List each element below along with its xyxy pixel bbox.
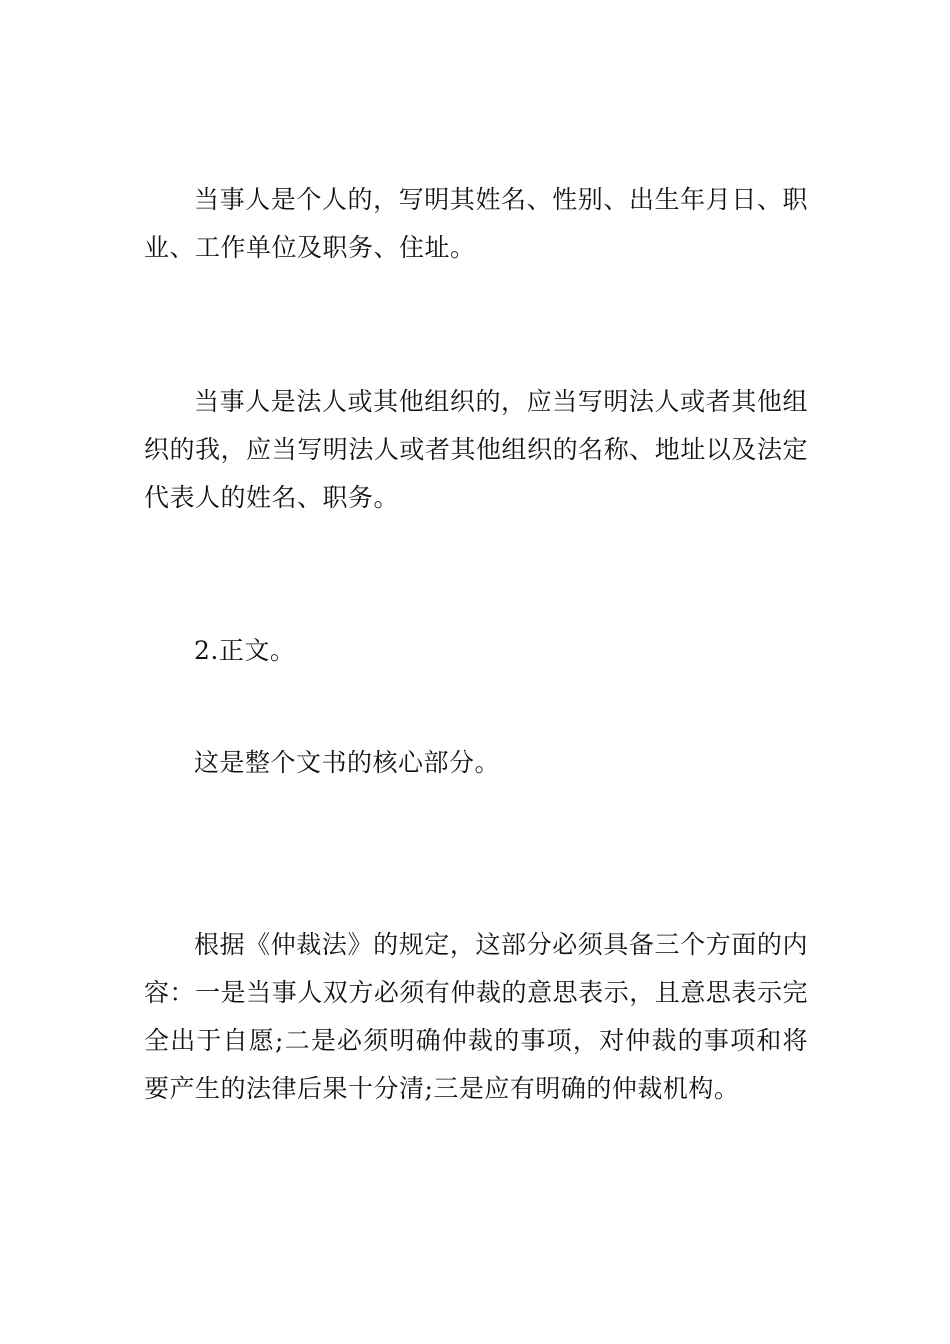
paragraph-legal-entity-party: 当事人是法人或其他组织的，应当写明法人或者其他组织的我，应当写明法人或者其他组织的名称、地址以及法定代表人的姓名、职务。 [144, 387, 808, 512]
paragraph-individual-party: 当事人是个人的，写明其姓名、性别、出生年月日、职业、工作单位及职务、住址。 [144, 185, 808, 262]
paragraph-core-part: 这是整个文书的核心部分。 [194, 748, 501, 777]
section-heading-body-text: 2.正文。 [194, 636, 296, 665]
paragraph-arbitration-law-requirements: 根据《仲裁法》的规定，这部分必须具备三个方面的内容：一是当事人双方必须有仲裁的意思表示，且意思表示完全出于自愿;二是必须明确仲裁的事项，对仲裁的事项和将要产生的法律后果十分清;三是应有明确的仲裁机构。 [144, 930, 808, 1103]
